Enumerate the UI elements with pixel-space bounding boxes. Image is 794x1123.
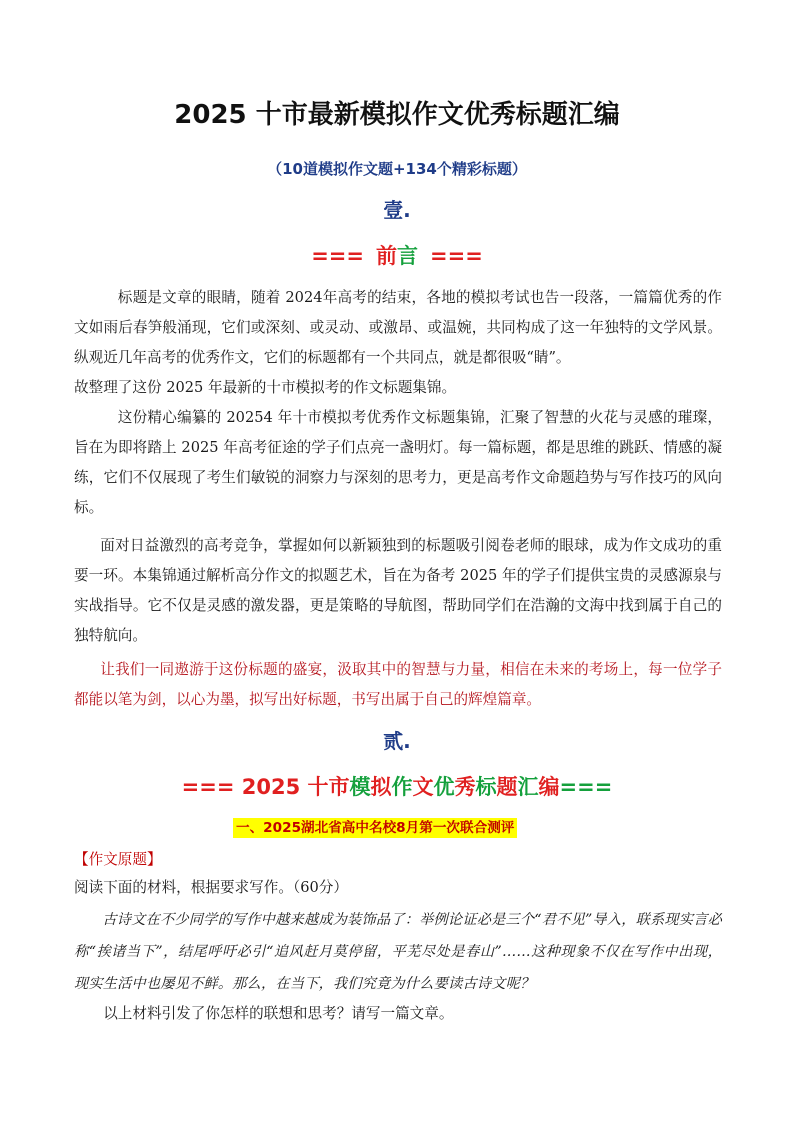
heading-decoration-left: === [181, 775, 235, 799]
heading-char: 优 [433, 775, 455, 799]
heading-char: 拟 [370, 775, 392, 799]
heading-char: 作 [391, 775, 413, 799]
heading-char: 十市 [307, 775, 350, 799]
heading-char: 言 [397, 244, 418, 268]
page-subtitle: （10道模拟作文题+134个精彩标题） [267, 160, 527, 178]
heading-char: 题 [496, 775, 518, 799]
preface-paragraph-3: 面对日益激烈的高考竞争，掌握如何以新颖独到的标题吸引阅卷老师的眼球，成为作文成功的重要一环。本集锦通过解析高分作文的拟题艺术，旨在为备考 2025 年的学子们提供宝贵的灵感源泉与实战指导。它不仅是灵感的激发器，更是策略的导航图，帮助同学们在浩瀚的文海中找到属于自己的独特航向。 [74, 537, 722, 644]
page-title: 2025 十市最新模拟作文优秀标题汇编 [174, 100, 620, 130]
section-number-2: 贰. [383, 729, 411, 753]
preface-paragraph-1: 标题是文章的眼睛，随着 2024年高考的结束，各地的模拟考试也告一段落，一篇篇优秀的作文如雨后春笋般涌现，它们或深刻、或灵动、或激昂、或温婉，共同构成了这一年独特的文学风景。纵观近几年高考的优秀作文，它们的标题都有一个共同点，就是都很吸“睛”。 [74, 289, 722, 366]
heading-year: 2025 [241, 775, 301, 799]
heading-char: 汇 [517, 775, 539, 799]
original-question-label: 【作文原题】 [74, 851, 162, 868]
section-number-1: 壹. [383, 198, 411, 222]
heading-char: 文 [412, 775, 434, 799]
heading-char: 秀 [454, 775, 476, 799]
heading-char: 编 [538, 775, 560, 799]
exam-title-highlight: 一、2025湖北省高中名校8月第一次联合测评 [233, 818, 517, 838]
section-heading-preface [0, 240, 794, 270]
heading-decoration-right: === [559, 775, 613, 799]
question-instruction: 阅读下面的材料，根据要求写作。（60分） [74, 879, 348, 896]
heading-decoration-right: === [430, 244, 483, 268]
question-material: 古诗文在不少同学的写作中越来越成为装饰品了：举例论证必是三个“君不见”导入，联系现实言必称“挨诸当下”，结尾呼吁必引“追风赶月莫停留，平芜尽处是春山”……这种现象不仅在写作中出现，现实生活中也屡见不鲜。那么，在当下，我们究竟为什么要读古诗文呢？ [74, 912, 722, 992]
section-heading-titles [0, 771, 794, 801]
heading-decoration-left: === [311, 244, 364, 268]
heading-char: 前 [376, 244, 397, 268]
heading-char: 标 [475, 775, 497, 799]
preface-paragraph-4: 让我们一同遨游于这份标题的盛宴，汲取其中的智慧与力量，相信在未来的考场上，每一位学子都能以笔为剑，以心为墨，拟写出好标题，书写出属于自己的辉煌篇章。 [74, 661, 722, 708]
preface-paragraph-2: 这份精心编纂的 20254 年十市模拟考优秀作文标题集锦，汇聚了智慧的火花与灵感的璀璨，旨在为即将踏上 2025 年高考征途的学子们点亮一盏明灯。每一篇标题，都是思维的跳跃、情感的凝练，它们不仅展现了考生们敏锐的洞察力与深刻的思考力，更是高考作文命题趋势与写作技巧的风向标。 [74, 409, 722, 516]
heading-char: 模 [349, 775, 371, 799]
preface-paragraph-1b: 故整理了这份 2025 年最新的十市模拟考的作文标题集锦。 [74, 379, 457, 396]
question-prompt: 以上材料引发了你怎样的联想和思考？请写一篇文章。 [103, 1005, 454, 1022]
